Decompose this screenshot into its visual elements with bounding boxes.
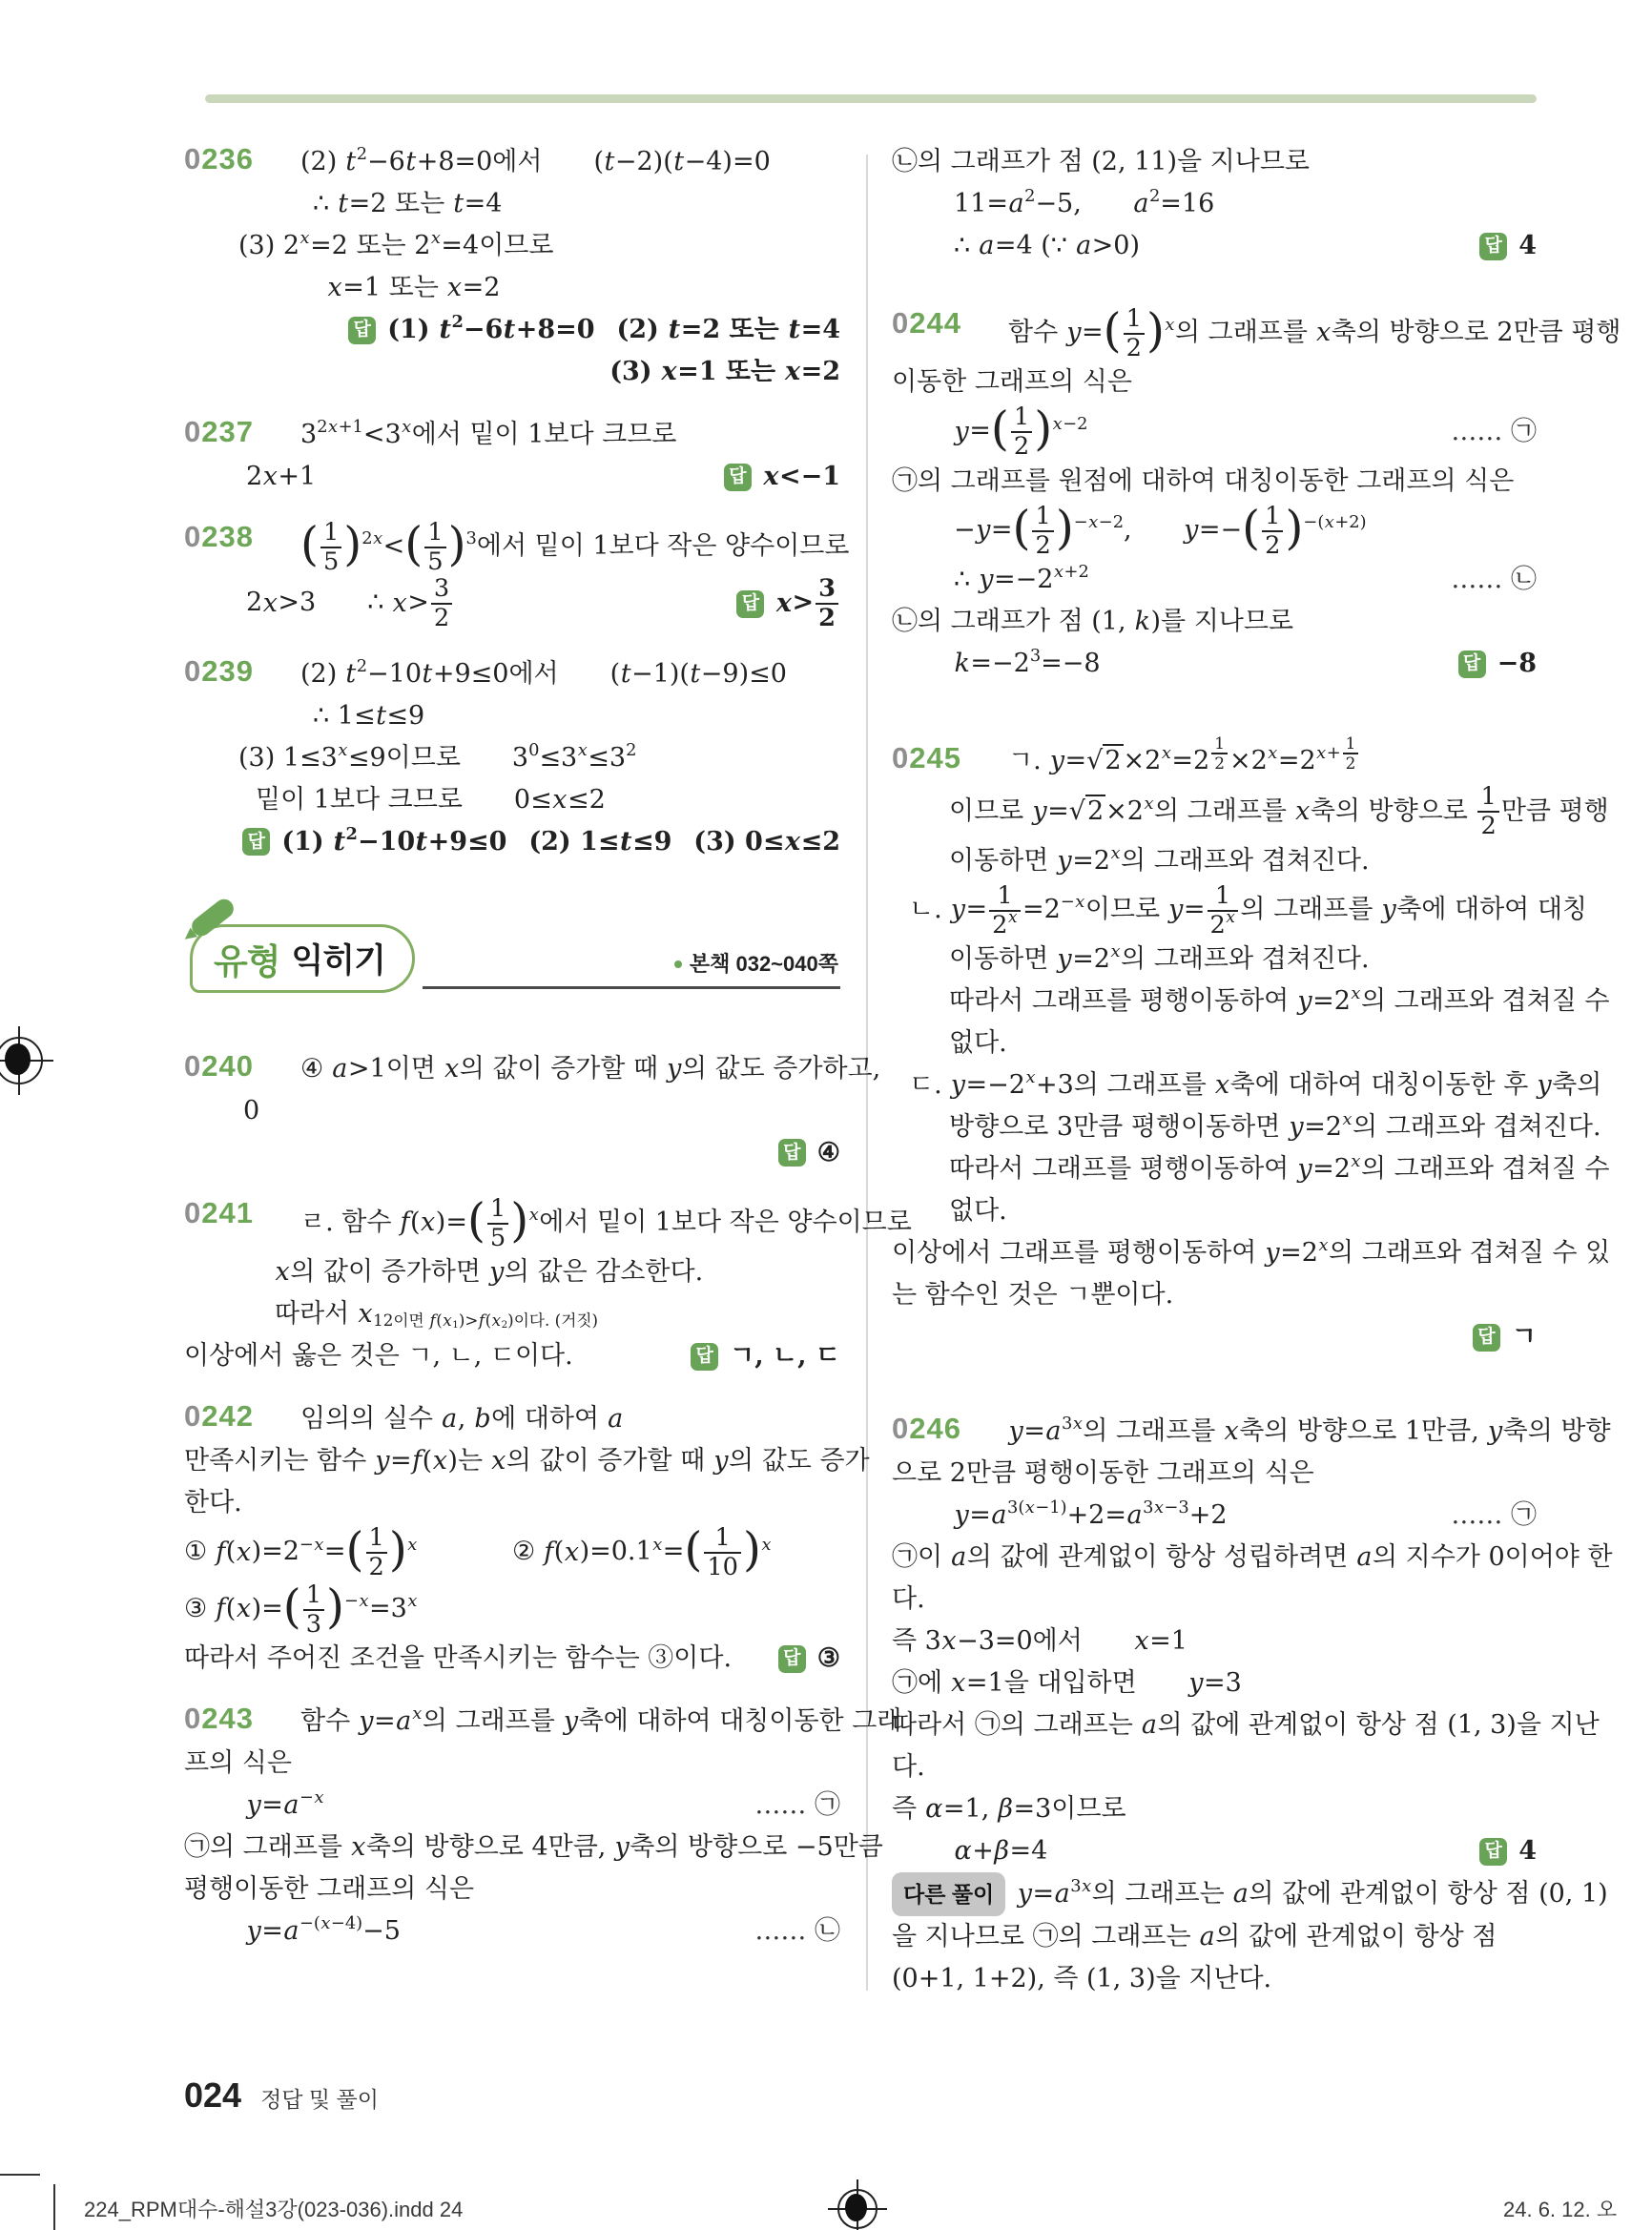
answer-badge: 답 <box>778 1139 806 1167</box>
answer <box>1473 1316 1537 1358</box>
solution-text: 없다. <box>949 1028 1007 1059</box>
solution-line <box>184 267 840 309</box>
problem-number-digits: 237 <box>201 415 254 448</box>
solution-text: ㉡의 그래프가 점 (1, k)를 지나므로 <box>892 607 1294 637</box>
problem-number-digits: 241 <box>201 1195 254 1229</box>
solution-line <box>892 1232 1611 1274</box>
solution-text: ㉡의 그래프가 점 (2, 11)을 지나므로 <box>892 147 1310 176</box>
solution-text: 따라서 그래프를 평행이동하여 $y=2^x$의 그래프와 겹쳐질 수 <box>949 983 1610 1017</box>
solution-line <box>184 575 840 631</box>
solution-text: 따라서 x12이면 f(x1)>f(x2)이다. (거짓) <box>275 1299 599 1332</box>
solution-text: $3^{2x+1}<3^x$에서 밑이 1보다 크므로 <box>300 416 677 449</box>
solution-text: 을 지나므로 ㉠의 그래프는 a의 값에 관계없이 항상 점 <box>892 1922 1497 1952</box>
answer-value: ㄱ <box>1511 1322 1537 1352</box>
solution-text: (3) $2^x=2$ 또는 $2^x=4$이므로 <box>238 227 554 260</box>
solution-text: x의 값이 증가하면 y의 값은 감소한다. <box>275 1257 704 1288</box>
answer-value: x<−1 <box>763 462 840 491</box>
solution-line <box>892 1495 1537 1537</box>
solution-line <box>892 1064 1602 1106</box>
alt-solution-badge: 다른 풀이 <box>892 1872 1005 1916</box>
solution-line <box>892 1022 1537 1064</box>
answer-value: −8 <box>1497 649 1537 679</box>
solution-text: 다. <box>892 1584 925 1615</box>
problem-number-digits: 242 <box>201 1399 254 1434</box>
problem-0246 <box>892 1411 1613 2000</box>
problem-0245 <box>892 733 1611 1358</box>
solution-line <box>184 517 850 576</box>
answer <box>1479 1830 1537 1872</box>
answer-value: 4 <box>1518 231 1537 260</box>
solution-text: ∴ t=2 또는 t=4 <box>313 189 503 218</box>
solution-text: $y=a^{-x}$ <box>246 1787 324 1821</box>
solution-line <box>892 939 1537 981</box>
problem-0238 <box>184 517 850 633</box>
answer <box>778 1132 840 1174</box>
problem-number-zero: 0 <box>184 1399 202 1434</box>
solution-line <box>184 653 840 695</box>
solution-line <box>892 601 1537 643</box>
registration-mark-left <box>0 1035 45 1086</box>
problem-number-zero: 0 <box>184 415 202 448</box>
equation-tag: …… ㉠ <box>1451 417 1537 447</box>
problem-number-zero: 0 <box>892 306 910 340</box>
solution-text: 2x>3 ∴ x> $\frac{3}{2}$ <box>246 575 454 631</box>
solution-text: ∴ $y=-2^{x+2}$ <box>954 562 1089 595</box>
solution-line <box>184 737 840 779</box>
solution-line <box>184 1701 902 1743</box>
equation: ② $f(x)=0.1^x=$( $\frac{1}{10}$ )$^x$ <box>512 1523 772 1582</box>
equation-tag: …… ㉡ <box>754 1916 840 1947</box>
solution-text: 즉 α=1, β=3이므로 <box>892 1794 1126 1825</box>
answer-value: (1) $t^2-10t+9\le 0$ (2) 1≤t≤9 (3) 0≤x≤2 <box>281 823 840 857</box>
answer-value: (3) x=1 또는 x=2 <box>609 357 840 386</box>
solution-line <box>184 1398 840 1440</box>
section-header-type-practice <box>184 924 840 1004</box>
solution-line <box>184 225 840 267</box>
solution-line <box>184 414 840 456</box>
solution-line <box>184 456 840 498</box>
answer-value: ④ <box>816 1137 840 1167</box>
solution-line <box>184 183 840 225</box>
solution-text: 는 함수인 것은 ㄱ뿐이다. <box>892 1280 1174 1311</box>
solution-text: ㄱ. $y=√2\times 2^x=2$ $^{\frac{1}{2}}$ $\times 2^x=2^{x+ \frac{1}{2}}$ <box>1008 746 1360 775</box>
print-date-line: 24. 6. 12. 오 <box>1503 2198 1618 2221</box>
page-number: 024 <box>184 2075 242 2115</box>
problem-number-digits: 245 <box>909 741 961 775</box>
problem-number-zero: 0 <box>184 1702 202 1736</box>
answer <box>724 456 840 498</box>
answer-badge: 답 <box>242 828 270 856</box>
answer-badge: 답 <box>1473 1324 1500 1352</box>
solution-line <box>184 1827 883 1869</box>
solution-text: x=1 또는 x=2 <box>327 273 501 302</box>
answer-line <box>892 1316 1537 1358</box>
solution-text: 0 <box>243 1095 260 1125</box>
solution-text: 이상에서 그래프를 평행이동하여 $y=2^x$의 그래프와 겹쳐질 수 있 <box>892 1235 1611 1269</box>
answer-line <box>184 821 840 863</box>
equation-tag: …… ㉠ <box>754 1790 840 1821</box>
solution-text: $y=a^{3x}$의 그래프를 x축의 방향으로 1만큼, y축의 방향 <box>1008 1414 1611 1447</box>
solution-line <box>184 1910 840 1952</box>
answer <box>242 821 840 863</box>
solution-line <box>892 1788 1537 1830</box>
solution-line <box>184 141 840 183</box>
solution-text: 이동하면 $y=2^x$의 그래프와 겹쳐진다. <box>949 941 1370 975</box>
answer-badge: 답 <box>1479 233 1507 260</box>
solution-line <box>892 361 1537 403</box>
solution-line <box>892 303 1621 362</box>
problem-number-zero: 0 <box>184 520 202 553</box>
solution-line <box>892 1746 1537 1788</box>
solution-line <box>892 981 1610 1022</box>
solution-line <box>184 1048 881 1090</box>
solution-text: (2) $t^2-6t+8=0$에서 (t−2)(t−4)=0 <box>300 143 771 176</box>
answer-value: x> $\frac{3}{2}$ <box>775 575 840 631</box>
solution-text: −y=( $\frac{1}{2}$ )$^{-x-2}$, y=−( $\frac{1}{2}$ )$^{-(x+2)}$ <box>954 501 1367 560</box>
book-page-reference-text: 본책 032~040쪽 <box>689 951 838 976</box>
solution-text: ㄷ. $y=-2^x+3$의 그래프를 x축에 대하여 대칭이동한 후 y축의 <box>909 1067 1602 1101</box>
solution-text: 방향으로 3만큼 평행이동하면 $y=2^x$의 그래프와 겹쳐진다. <box>949 1109 1601 1143</box>
solution-text: $11=a^2-5$, $a^2=16$ <box>954 185 1215 218</box>
problem-number-zero: 0 <box>892 1412 910 1446</box>
answer-line <box>184 351 840 393</box>
problem-number-zero: 0 <box>184 142 202 176</box>
solution-line <box>184 1251 840 1293</box>
answer-line <box>184 1132 840 1174</box>
solution-text: ③ f(x)=( $\frac{1}{3}$ )$^{-x}=3^x$ <box>184 1580 418 1639</box>
answer <box>736 575 840 631</box>
solution-text: 즉 3x−3=0에서 x=1 <box>892 1626 1187 1657</box>
answer-value: ③ <box>816 1643 840 1674</box>
solution-line <box>892 225 1537 267</box>
problem-number-digits: 240 <box>201 1048 254 1083</box>
solution-text: (3) $1\le 3^x\le 9$이므로 $3^0\le 3^x\le 3^2$ <box>238 739 637 773</box>
problem-number-digits: 239 <box>201 653 254 688</box>
solution-text: α+β=4 <box>954 1836 1048 1867</box>
type-practice-badge <box>190 924 415 993</box>
solution-line <box>892 1537 1613 1579</box>
solution-line <box>184 1869 840 1910</box>
problem-0239 <box>184 653 840 863</box>
solution-text: $y=a^{3x}$의 그래프는 a의 값에 관계없이 항상 점 (0, 1) <box>1017 1875 1608 1909</box>
solution-line <box>892 1148 1610 1190</box>
solution-text: ④ a>1이면 x의 값이 증가할 때 y의 값도 증가하고, <box>300 1053 881 1084</box>
solution-text: (0+1, 1+2), 즉 (1, 3)을 지난다. <box>892 1964 1272 1994</box>
problem-continuation <box>892 141 1537 267</box>
solution-text: 프의 식은 <box>184 1748 292 1779</box>
solution-text: $y=a^{3(x-1)}+2=a^{3x-3}+2$ <box>954 1497 1228 1531</box>
problem-0241 <box>184 1193 912 1377</box>
solution-line <box>184 1524 840 1580</box>
solution-text: ㄴ. y= $\frac{1}{2^x}$ $=2^{-x}$이므로 y= $\frac{1}{2^x}$ 의 그래프를 y축에 대하여 대칭 <box>909 880 1588 939</box>
answer-badge: 답 <box>1458 650 1486 678</box>
solution-text: 이동한 그래프의 식은 <box>892 367 1132 398</box>
problem-number-zero: 0 <box>892 741 910 775</box>
solution-line <box>892 1274 1537 1316</box>
equation-tag: …… ㉠ <box>1451 1500 1537 1531</box>
solution-line <box>184 695 840 737</box>
solution-line <box>184 1335 840 1377</box>
problem-0240 <box>184 1048 881 1174</box>
solution-text: ㉠의 그래프를 x축의 방향으로 4만큼, y축의 방향으로 −5만큼 <box>184 1832 883 1863</box>
solution-text: 함수 $y=a^x$의 그래프를 y축에 대하여 대칭이동한 그래 <box>300 1703 902 1737</box>
solution-text: 없다. <box>949 1196 1007 1227</box>
solution-text: y=( $\frac{1}{2}$ )$^{x-2}$ <box>954 403 1088 462</box>
problem-number-zero: 0 <box>184 1195 202 1229</box>
solution-line <box>892 1662 1537 1704</box>
solution-line <box>892 559 1537 601</box>
problem-number-digits: 244 <box>909 306 961 340</box>
answer-badge: 답 <box>691 1343 718 1371</box>
answer <box>1458 643 1537 685</box>
solution-text: ∴ a=4 (∵ a>0) <box>954 231 1141 260</box>
answer-badge: 답 <box>724 464 752 491</box>
solution-line <box>892 1579 1537 1621</box>
answer <box>1479 225 1537 267</box>
equation: ① $f(x)=2^{-x}=$( $\frac{1}{2}$ )$^x$ <box>184 1523 418 1582</box>
solution-text: 따라서 주어진 조건을 만족시키는 함수는 ③이다. <box>184 1643 733 1674</box>
problem-number-digits: 243 <box>201 1702 254 1736</box>
left-column <box>184 141 912 1973</box>
solution-line <box>184 1482 840 1524</box>
section-rule <box>423 986 840 989</box>
solution-text: 임의의 실수 a, b에 대하여 a <box>300 1404 624 1435</box>
solution-line <box>184 1743 840 1785</box>
solution-text: 함수 y=( $\frac{1}{2}$ )$^x$의 그래프를 x축의 방향으로 2만큼 평행 <box>1008 303 1621 362</box>
solution-line <box>892 1872 1608 1916</box>
right-column <box>892 141 1621 2021</box>
problem-0244 <box>892 303 1621 685</box>
solution-text: $k=-2^3=-8$ <box>954 646 1101 679</box>
solution-line <box>184 1193 912 1252</box>
solution-line <box>892 141 1537 183</box>
print-file-line: 224_RPM대수-해설3강(023-036).indd 24 <box>84 2198 464 2221</box>
solution-line <box>184 1785 840 1827</box>
solution-text: 밑이 1보다 크므로 0≤x≤2 <box>256 784 606 815</box>
answer-badge: 답 <box>778 1645 806 1673</box>
solution-text: 따라서 그래프를 평행이동하여 $y=2^x$의 그래프와 겹쳐질 수 <box>949 1151 1610 1185</box>
problem-number-zero: 0 <box>184 1048 202 1083</box>
answer-badge: 답 <box>1479 1838 1507 1866</box>
problem-0237 <box>184 414 840 498</box>
solution-line <box>892 1621 1537 1662</box>
solution-text: ㉠의 그래프를 원점에 대하여 대칭이동한 그래프의 식은 <box>892 465 1515 496</box>
solution-line <box>892 183 1537 225</box>
solution-text: 한다. <box>184 1488 242 1518</box>
solution-line <box>892 840 1537 882</box>
solution-text: (2) $t^2-10t+9\le 0$에서 (t−1)(t−9)≤0 <box>300 655 787 689</box>
solution-text: 만족시키는 함수 y=f(x)는 x의 값이 증가할 때 y의 값도 증가 <box>184 1446 870 1476</box>
solution-line <box>892 461 1537 503</box>
problem-number-digits: 236 <box>201 142 254 176</box>
answer-value: (1) $t^2-6t+8=0$ (2) t=2 또는 t=4 <box>387 311 840 344</box>
solution-line <box>184 1581 840 1638</box>
solution-line <box>892 1411 1611 1453</box>
problem-number-digits: 246 <box>909 1412 961 1446</box>
solution-text: ㉠에 x=1을 대입하면 y=3 <box>892 1668 1242 1699</box>
solution-line <box>184 1293 840 1335</box>
solution-line <box>892 1190 1537 1232</box>
answer-line <box>184 309 840 351</box>
solution-text: ㄹ. 함수 f(x)=( $\frac{1}{5}$ )$^x$에서 밑이 1보다 작은 양수이므로 <box>300 1193 912 1252</box>
registration-mark-bottom <box>836 2187 879 2230</box>
solution-line <box>892 880 1588 939</box>
solution-line <box>184 779 840 821</box>
crop-mark-horizontal <box>0 2174 40 2176</box>
solution-line <box>892 1958 1537 2000</box>
section-title-black: 익히기 <box>291 941 385 980</box>
solution-line <box>892 733 1537 783</box>
solution-line <box>892 403 1537 460</box>
problem-number-digits: 238 <box>201 520 254 553</box>
equation-tag: …… ㉡ <box>1451 565 1537 595</box>
answer-value: 4 <box>1518 1836 1537 1867</box>
solution-text: 따라서 ㉠의 그래프는 a의 값에 관계없이 항상 점 (1, 3)을 지난 <box>892 1710 1600 1741</box>
problem-0243 <box>184 1701 902 1952</box>
answer <box>348 309 840 351</box>
solution-line <box>184 1638 840 1680</box>
solution-line <box>892 1106 1601 1148</box>
solution-text: ㉠이 a의 값에 관계없이 항상 성립하려면 a의 지수가 0이어야 한 <box>892 1542 1613 1573</box>
problem-number-zero: 0 <box>184 653 202 688</box>
answer-badge: 답 <box>348 317 376 344</box>
solution-text: 으로 2만큼 평행이동한 그래프의 식은 <box>892 1458 1314 1489</box>
solution-text: 이동하면 $y=2^x$의 그래프와 겹쳐진다. <box>949 842 1370 876</box>
answer-value: ㄱ, ㄴ, ㄷ <box>730 1341 840 1372</box>
problem-0242 <box>184 1398 870 1680</box>
page-footer-label: 정답 및 풀이 <box>260 2087 379 2112</box>
solution-text: ( $\frac{1}{5}$ )$^{2x}$<( $\frac{1}{5}$ )$^3$에서 밑이 1보다 작은 양수이므로 <box>300 517 850 576</box>
section-title-green: 유형 <box>214 941 280 981</box>
solution-text: 다. <box>892 1752 925 1783</box>
solution-line <box>892 782 1609 841</box>
solution-line <box>892 643 1537 685</box>
solution-text: $y=a^{-(x-4)}-5$ <box>246 1913 401 1947</box>
top-accent-bar <box>205 94 1537 103</box>
solution-line <box>184 1090 840 1132</box>
answer <box>691 1335 840 1377</box>
solution-line <box>892 1916 1537 1958</box>
solution-text: 평행이동한 그래프의 식은 <box>184 1874 475 1905</box>
answer-badge: 답 <box>736 590 764 618</box>
bullet-icon <box>674 960 682 968</box>
solution-line <box>892 1453 1537 1495</box>
book-page-reference <box>674 948 838 978</box>
solution-line <box>184 1440 870 1482</box>
solution-line <box>892 1704 1600 1746</box>
page-footer <box>184 2075 379 2116</box>
solution-text: ∴ 1≤t≤9 <box>313 700 425 731</box>
problem-0236 <box>184 141 840 393</box>
answer <box>609 351 840 393</box>
answer <box>778 1638 840 1680</box>
solution-text: 이므로 $y=√2\times 2^x$의 그래프를 x축의 방향으로 $\frac{1}{2}$ 만큼 평행 <box>949 782 1609 841</box>
crop-mark-vertical <box>53 2184 55 2230</box>
solution-text: 이상에서 옳은 것은 ㄱ, ㄴ, ㄷ이다. <box>184 1341 573 1372</box>
solution-text: 2x+1 <box>246 462 317 491</box>
solution-line <box>892 503 1537 559</box>
solution-line <box>892 1830 1537 1872</box>
